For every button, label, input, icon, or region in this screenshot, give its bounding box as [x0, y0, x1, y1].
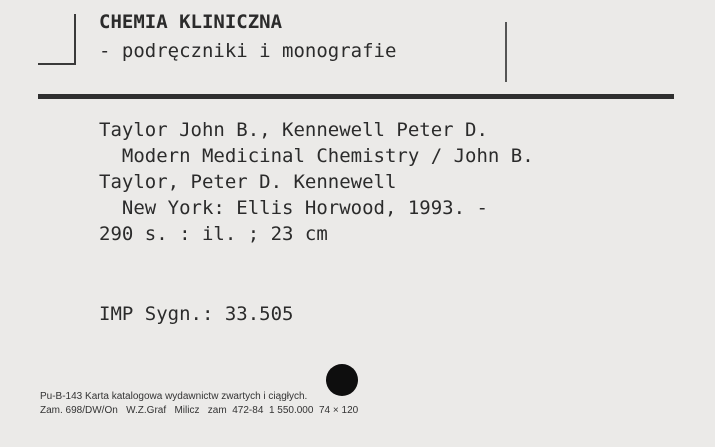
- subject-subheading: - podręczniki i monografie: [99, 40, 397, 62]
- call-number: IMP Sygn.: 33.505: [99, 303, 294, 325]
- header-rule: [38, 94, 674, 99]
- header-bracket-horizontal: [38, 63, 76, 65]
- record-line-publication: New York: Ellis Horwood, 1993. -: [99, 197, 488, 219]
- record-line-responsibility: Taylor, Peter D. Kennewell: [99, 171, 397, 193]
- header-divider-line: [505, 22, 507, 82]
- footer-line-1: Pu-B-143 Karta katalogowa wydawnictw zwartych i ciągłych.: [40, 391, 308, 402]
- footer-line-2: Zam. 698/DW/On W.Z.Graf Milicz zam 472-84 1 550.000 74 × 120: [40, 405, 359, 416]
- record-line-physical: 290 s. : il. ; 23 cm: [99, 223, 328, 245]
- record-line-author: Taylor John B., Kennewell Peter D.: [99, 119, 488, 141]
- subject-heading: CHEMIA KLINICZNA: [99, 11, 283, 33]
- header-bracket-vertical: [74, 14, 76, 64]
- card-punch-hole: [326, 364, 358, 396]
- record-line-title: Modern Medicinal Chemistry / John B.: [99, 145, 534, 167]
